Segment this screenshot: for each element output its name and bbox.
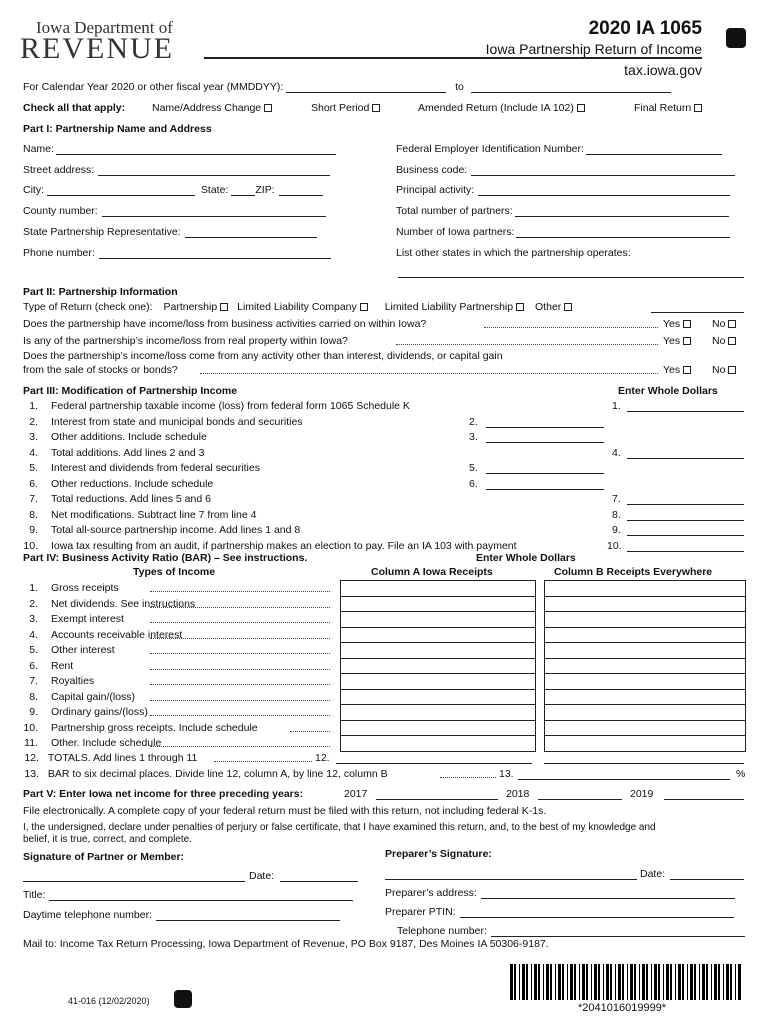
barcode-bar	[726, 964, 729, 1000]
partner-signature-label: Signature of Partner or Member:	[23, 851, 185, 863]
barcode-bar	[615, 964, 616, 1000]
bar-cell-b[interactable]	[544, 673, 746, 674]
bar-line-leader	[150, 669, 330, 670]
line-13-field[interactable]	[518, 779, 730, 780]
q1-yes[interactable]: Yes	[663, 318, 691, 330]
bar-cell-a[interactable]	[340, 642, 536, 643]
preparer-signature-field[interactable]	[385, 879, 637, 880]
bar-line-text: Accounts receivable interest	[51, 629, 183, 641]
barcode-bar	[718, 964, 720, 1000]
line-amount-field[interactable]	[486, 473, 604, 474]
bar-cell-b[interactable]	[544, 611, 746, 612]
other-states-field[interactable]	[398, 277, 744, 278]
checkbox-amended[interactable]: Amended Return (Include IA 102)	[418, 102, 585, 114]
total-partners-field[interactable]: Total number of partners:	[396, 205, 729, 217]
name-field[interactable]: Name:	[23, 143, 336, 155]
line-13-ref: 13.	[499, 768, 514, 780]
bar-line-leader	[150, 746, 330, 747]
checkbox-icon[interactable]	[694, 104, 702, 112]
checkbox-icon[interactable]	[372, 104, 380, 112]
barcode-bar	[558, 964, 561, 1000]
checkbox-icon[interactable]	[264, 104, 272, 112]
barcode-bar	[582, 964, 585, 1000]
bar-line-leader	[150, 684, 330, 685]
year-2018-field[interactable]	[538, 799, 622, 800]
barcode-bar	[690, 964, 693, 1000]
bar-cell-b[interactable]	[544, 642, 746, 643]
bar-line-number: 7.	[29, 675, 38, 687]
line-12-label: 12. TOTALS. Add lines 1 through 11	[24, 752, 198, 764]
bar-cell-a[interactable]	[340, 627, 536, 628]
line-text: Iowa tax resulting from an audit, if partnership makes an election to pay. File an IA 103 with payment	[51, 540, 517, 552]
q3-no[interactable]: No	[712, 364, 736, 376]
barcode-bar	[543, 964, 544, 1000]
barcode-bar	[522, 964, 525, 1000]
website: tax.iowa.gov	[624, 62, 702, 78]
question-3a: Does the partnership’s income/loss come from any activity other than interest, dividends, or capital gain	[23, 350, 503, 362]
fein-field[interactable]: Federal Employer Identification Number:	[396, 143, 722, 155]
bar-line-text: Rent	[51, 660, 74, 672]
bar-line-leader	[150, 700, 330, 701]
line-number: 9.	[29, 524, 38, 536]
barcode-bar	[603, 964, 604, 1000]
county-field[interactable]: County number:	[23, 205, 326, 217]
bar-cell-a[interactable]	[340, 704, 536, 705]
preparer-ptin-field[interactable]: Preparer PTIN:	[385, 906, 734, 918]
year-2018: 2018	[506, 788, 530, 800]
line-amount-field[interactable]	[627, 458, 744, 459]
line-ref: 5.	[469, 462, 478, 474]
barcode-bar	[591, 964, 592, 1000]
partner-signature-field[interactable]	[23, 881, 245, 882]
line-number: 2.	[29, 416, 38, 428]
line-ref: 1.	[612, 400, 621, 412]
line-amount-field[interactable]	[627, 551, 744, 552]
year-2017-field[interactable]	[376, 799, 498, 800]
bar-line-number: 11.	[24, 737, 38, 749]
line-13-label: 13. BAR to six decimal places. Divide line 12, column A, by line 12, column B	[24, 768, 388, 780]
return-type-row: Type of Return (check one): Partnership Limited Liability Company Limited Liability Partnership Other	[23, 301, 572, 313]
line-text: Other additions. Include schedule	[51, 431, 207, 443]
part5-title: Part V: Enter Iowa net income for three preceding years:	[23, 788, 304, 800]
bar-cell-b[interactable]	[544, 627, 746, 628]
part3-whole-dollars: Enter Whole Dollars	[618, 385, 718, 397]
bar-line-text: Partnership gross receipts. Include schedule	[51, 722, 258, 734]
barcode-bar	[526, 964, 528, 1000]
barcode-bar	[675, 964, 676, 1000]
bar-cell-a[interactable]	[340, 689, 536, 690]
bar-line-number: 5.	[29, 644, 38, 656]
form-number: 41-016 (12/02/2020)	[68, 996, 150, 1006]
barcode-bar	[555, 964, 556, 1000]
line-number: 5.	[29, 462, 38, 474]
declaration-line-1: I, the undersigned, declare under penalties of perjury or false certificate, that I have examined this return, and, to the best of my knowledge and	[23, 822, 656, 833]
line-text: Total reductions. Add lines 5 and 6	[51, 493, 211, 505]
form-id: 2020 IA 1065	[588, 18, 702, 39]
line-number: 7.	[29, 493, 38, 505]
question-1: Does the partnership have income/loss from business activities carried on within Iowa?	[23, 318, 427, 330]
line-12-leader	[214, 761, 312, 762]
barcode-bar	[570, 964, 573, 1000]
barcode-bar	[574, 964, 576, 1000]
bar-line-leader	[150, 607, 330, 608]
barcode-bar	[546, 964, 549, 1000]
bar-cell-b[interactable]	[544, 720, 746, 721]
bar-cell-b[interactable]	[544, 689, 746, 690]
bar-line-number: 9.	[29, 706, 38, 718]
line-text: Net modifications. Subtract line 7 from line 4	[51, 509, 257, 521]
barcode-bar	[534, 964, 537, 1000]
line-12-col-b[interactable]	[544, 763, 744, 764]
bar-cell-a[interactable]	[340, 658, 536, 659]
bar-cell-a[interactable]	[340, 596, 536, 597]
barcode-bar	[723, 964, 724, 1000]
line-text: Other reductions. Include schedule	[51, 478, 214, 490]
preparer-address-field[interactable]: Preparer’s address:	[385, 887, 735, 899]
col-a-box	[340, 580, 536, 752]
line-ref: 6.	[469, 478, 478, 490]
line-ref: 2.	[469, 416, 478, 428]
bar-cell-b[interactable]	[544, 658, 746, 659]
line-amount-field[interactable]	[627, 504, 744, 505]
line-amount-field[interactable]	[486, 489, 604, 490]
phone-field[interactable]: Phone number:	[23, 247, 331, 259]
barcode-bar	[714, 964, 717, 1000]
line-text: Total additions. Add lines 2 and 3	[51, 447, 205, 459]
barcode-bar	[510, 964, 513, 1000]
barcode-bar	[622, 964, 624, 1000]
q3-leader	[200, 373, 658, 374]
barcode-bar	[699, 964, 700, 1000]
barcode-bar	[682, 964, 684, 1000]
barcode-bar	[606, 964, 609, 1000]
check-all-label: Check all that apply:	[23, 102, 126, 114]
barcode-bar	[663, 964, 664, 1000]
line-13-leader	[440, 777, 496, 778]
line-number: 4.	[29, 447, 38, 459]
bar-line-text: Other interest	[51, 644, 115, 656]
part2-title: Part II: Partnership Information	[23, 286, 178, 298]
barcode-bar	[651, 964, 652, 1000]
bar-line-number: 3.	[29, 613, 38, 625]
barcode-bar	[594, 964, 597, 1000]
percent-sign: %	[736, 768, 746, 780]
line-number: 1.	[29, 400, 38, 412]
part4-title: Part IV: Business Activity Ratio (BAR) – See instructions.	[23, 552, 308, 564]
checkbox-final[interactable]: Final Return	[634, 102, 702, 114]
street-field[interactable]: Street address:	[23, 164, 330, 176]
barcode-bar	[666, 964, 669, 1000]
bar-line-leader	[150, 638, 330, 639]
question-3b: from the sale of stocks or bonds?	[23, 364, 178, 376]
q2-yes[interactable]: Yes	[663, 335, 691, 347]
mailing-address: Mail to: Income Tax Return Processing, Iowa Department of Revenue, PO Box 9187, Des Moines IA 50306-9187.	[23, 938, 549, 950]
bar-line-text: Other. Include schedule	[51, 737, 162, 749]
barcode-bar	[687, 964, 688, 1000]
bar-line-leader	[290, 731, 330, 732]
barcode-bar	[678, 964, 681, 1000]
bar-cell-a[interactable]	[340, 611, 536, 612]
barcode-bar	[706, 964, 708, 1000]
type-other[interactable]: Other	[535, 301, 572, 313]
barcode-bar	[639, 964, 640, 1000]
bar-line-text: Ordinary gains/(loss)	[51, 706, 148, 718]
preparer-signature-label: Preparer’s Signature:	[385, 848, 492, 860]
col-a-header: Column A Iowa Receipts	[371, 566, 493, 578]
barcode-bar	[567, 964, 568, 1000]
barcode-bar	[627, 964, 628, 1000]
city-field[interactable]: City: State: ZIP:	[23, 184, 323, 196]
daytime-phone-field[interactable]: Daytime telephone number:	[23, 909, 340, 921]
line-number: 8.	[29, 509, 38, 521]
col-b-header: Column B Receipts Everywhere	[554, 566, 713, 578]
types-of-income-header: Types of Income	[133, 566, 216, 578]
corner-mark	[726, 28, 746, 48]
type-llp[interactable]: Limited Liability Partnership	[385, 301, 524, 313]
barcode-bar	[654, 964, 657, 1000]
bar-cell-b[interactable]	[544, 735, 746, 736]
bar-cell-b[interactable]	[544, 704, 746, 705]
line-amount-field[interactable]	[486, 427, 604, 428]
part3-title: Part III: Modification of Partnership Income	[23, 385, 238, 397]
bar-line-number: 6.	[29, 660, 38, 672]
barcode-bar	[618, 964, 621, 1000]
line-amount-field[interactable]	[627, 411, 744, 412]
barcode-bar	[634, 964, 636, 1000]
line-text: Total all-source partnership income. Add lines 1 and 8	[51, 524, 301, 536]
footer-mark	[174, 990, 192, 1008]
preparer-phone-field[interactable]: Telephone number:	[397, 925, 745, 937]
col-b-box	[544, 580, 746, 752]
barcode-bar	[531, 964, 532, 1000]
bar-line-leader	[150, 622, 330, 623]
question-2: Is any of the partnership’s income/loss from real property within Iowa?	[23, 335, 348, 347]
iowa-partners-field[interactable]: Number of Iowa partners:	[396, 226, 730, 238]
checkbox-icon[interactable]	[577, 104, 585, 112]
barcode-bar	[630, 964, 633, 1000]
line-text: Interest and dividends from federal securities	[51, 462, 260, 474]
header-rule	[204, 57, 702, 59]
barcode	[510, 964, 742, 1002]
year-2019-field[interactable]	[664, 799, 744, 800]
barcode-bar	[550, 964, 552, 1000]
q2-no[interactable]: No	[712, 335, 736, 347]
bar-cell-a[interactable]	[340, 720, 536, 721]
bar-line-number: 10.	[23, 722, 38, 734]
line-amount-field[interactable]	[627, 535, 744, 536]
line-ref: 8.	[612, 509, 621, 521]
barcode-bar	[658, 964, 660, 1000]
bar-line-text: Capital gain/(loss)	[51, 691, 136, 703]
form-title: Iowa Partnership Return of Income	[485, 41, 702, 57]
barcode-bar	[711, 964, 712, 1000]
q1-leader	[484, 327, 658, 328]
year-2019: 2019	[630, 788, 654, 800]
checkbox-name-address[interactable]: Name/Address Change	[152, 102, 272, 114]
q3-yes[interactable]: Yes	[663, 364, 691, 376]
barcode-bar	[738, 964, 741, 1000]
line-number: 3.	[29, 431, 38, 443]
preparer-date-field[interactable]	[670, 879, 744, 880]
barcode-bar	[702, 964, 705, 1000]
bar-cell-b[interactable]	[544, 596, 746, 597]
line-ref: 9.	[612, 524, 621, 536]
year-2017: 2017	[344, 788, 368, 800]
line-ref: 3.	[469, 431, 478, 443]
barcode-bar	[579, 964, 580, 1000]
line-text: Federal partnership taxable income (loss) from federal form 1065 Schedule K	[51, 400, 410, 412]
barcode-bar	[730, 964, 732, 1000]
bar-cell-a[interactable]	[340, 673, 536, 674]
bar-line-leader	[150, 715, 330, 716]
bar-line-text: Royalties	[51, 675, 95, 687]
line-ref: 10.	[607, 540, 622, 552]
barcode-bar	[670, 964, 672, 1000]
rep-field[interactable]: State Partnership Representative:	[23, 226, 317, 238]
barcode-bar	[646, 964, 648, 1000]
barcode-bar	[519, 964, 520, 1000]
partner-date-label: Date:	[249, 870, 275, 882]
line-text: Interest from state and municipal bonds and securities	[51, 416, 303, 428]
barcode-bar	[694, 964, 696, 1000]
line-amount-field[interactable]	[627, 520, 744, 521]
type-other-field[interactable]	[651, 312, 744, 313]
title-field[interactable]: Title:	[23, 889, 353, 901]
barcode-bar	[735, 964, 736, 1000]
barcode-text: *2041016019999*	[578, 1002, 667, 1014]
agency-logo: REVENUE	[20, 32, 174, 65]
barcode-bar	[514, 964, 516, 1000]
part4-whole-dollars: Enter Whole Dollars	[476, 552, 576, 564]
bar-line-text: Exempt interest	[51, 613, 124, 625]
bar-line-text: Net dividends. See instructions	[51, 598, 196, 610]
line-number: 10.	[23, 540, 38, 552]
line-ref: 4.	[612, 447, 621, 459]
barcode-bar	[586, 964, 588, 1000]
bar-line-text: Gross receipts	[51, 582, 119, 594]
barcode-bar	[642, 964, 645, 1000]
bar-line-leader	[150, 591, 330, 592]
bar-line-number: 8.	[29, 691, 38, 703]
other-states-label: List other states in which the partnership operates:	[396, 247, 631, 259]
bar-line-number: 4.	[29, 629, 38, 641]
barcode-bar	[598, 964, 600, 1000]
line-amount-field[interactable]	[486, 442, 604, 443]
barcode-bar	[610, 964, 612, 1000]
bar-line-number: 1.	[29, 582, 38, 594]
preparer-date-label: Date:	[640, 868, 666, 880]
bar-line-number: 2.	[29, 598, 38, 610]
principal-activity-field[interactable]: Principal activity:	[396, 184, 730, 196]
fiscal-start-field[interactable]	[286, 82, 446, 93]
calendar-label: For Calendar Year 2020 or other fiscal year (MMDDYY): to	[23, 81, 671, 93]
barcode-bar	[562, 964, 564, 1000]
type-llc[interactable]: Limited Liability Company	[237, 301, 368, 313]
declaration-line-2: belief, it is true, correct, and complete.	[23, 834, 192, 845]
efile-note: File electronically. A complete copy of your federal return must be filed with this return, not including federal K-1s.	[23, 805, 547, 817]
line-12-ref: 12.	[315, 752, 330, 764]
q2-leader	[396, 344, 658, 345]
part1-title: Part I: Partnership Name and Address	[23, 123, 212, 135]
barcode-bar	[538, 964, 540, 1000]
fiscal-end-field[interactable]	[471, 82, 671, 93]
line-12-col-a[interactable]	[336, 763, 532, 764]
line-number: 6.	[29, 478, 38, 490]
partner-date-field[interactable]	[280, 881, 358, 882]
q1-no[interactable]: No	[712, 318, 736, 330]
business-code-field[interactable]: Business code:	[396, 164, 735, 176]
type-partnership[interactable]: Partnership	[164, 301, 229, 313]
bar-line-leader	[150, 653, 330, 654]
checkbox-short-period[interactable]: Short Period	[311, 102, 380, 114]
bar-cell-a[interactable]	[340, 735, 536, 736]
agency-top: Iowa Department of	[36, 18, 173, 37]
line-ref: 7.	[612, 493, 621, 505]
